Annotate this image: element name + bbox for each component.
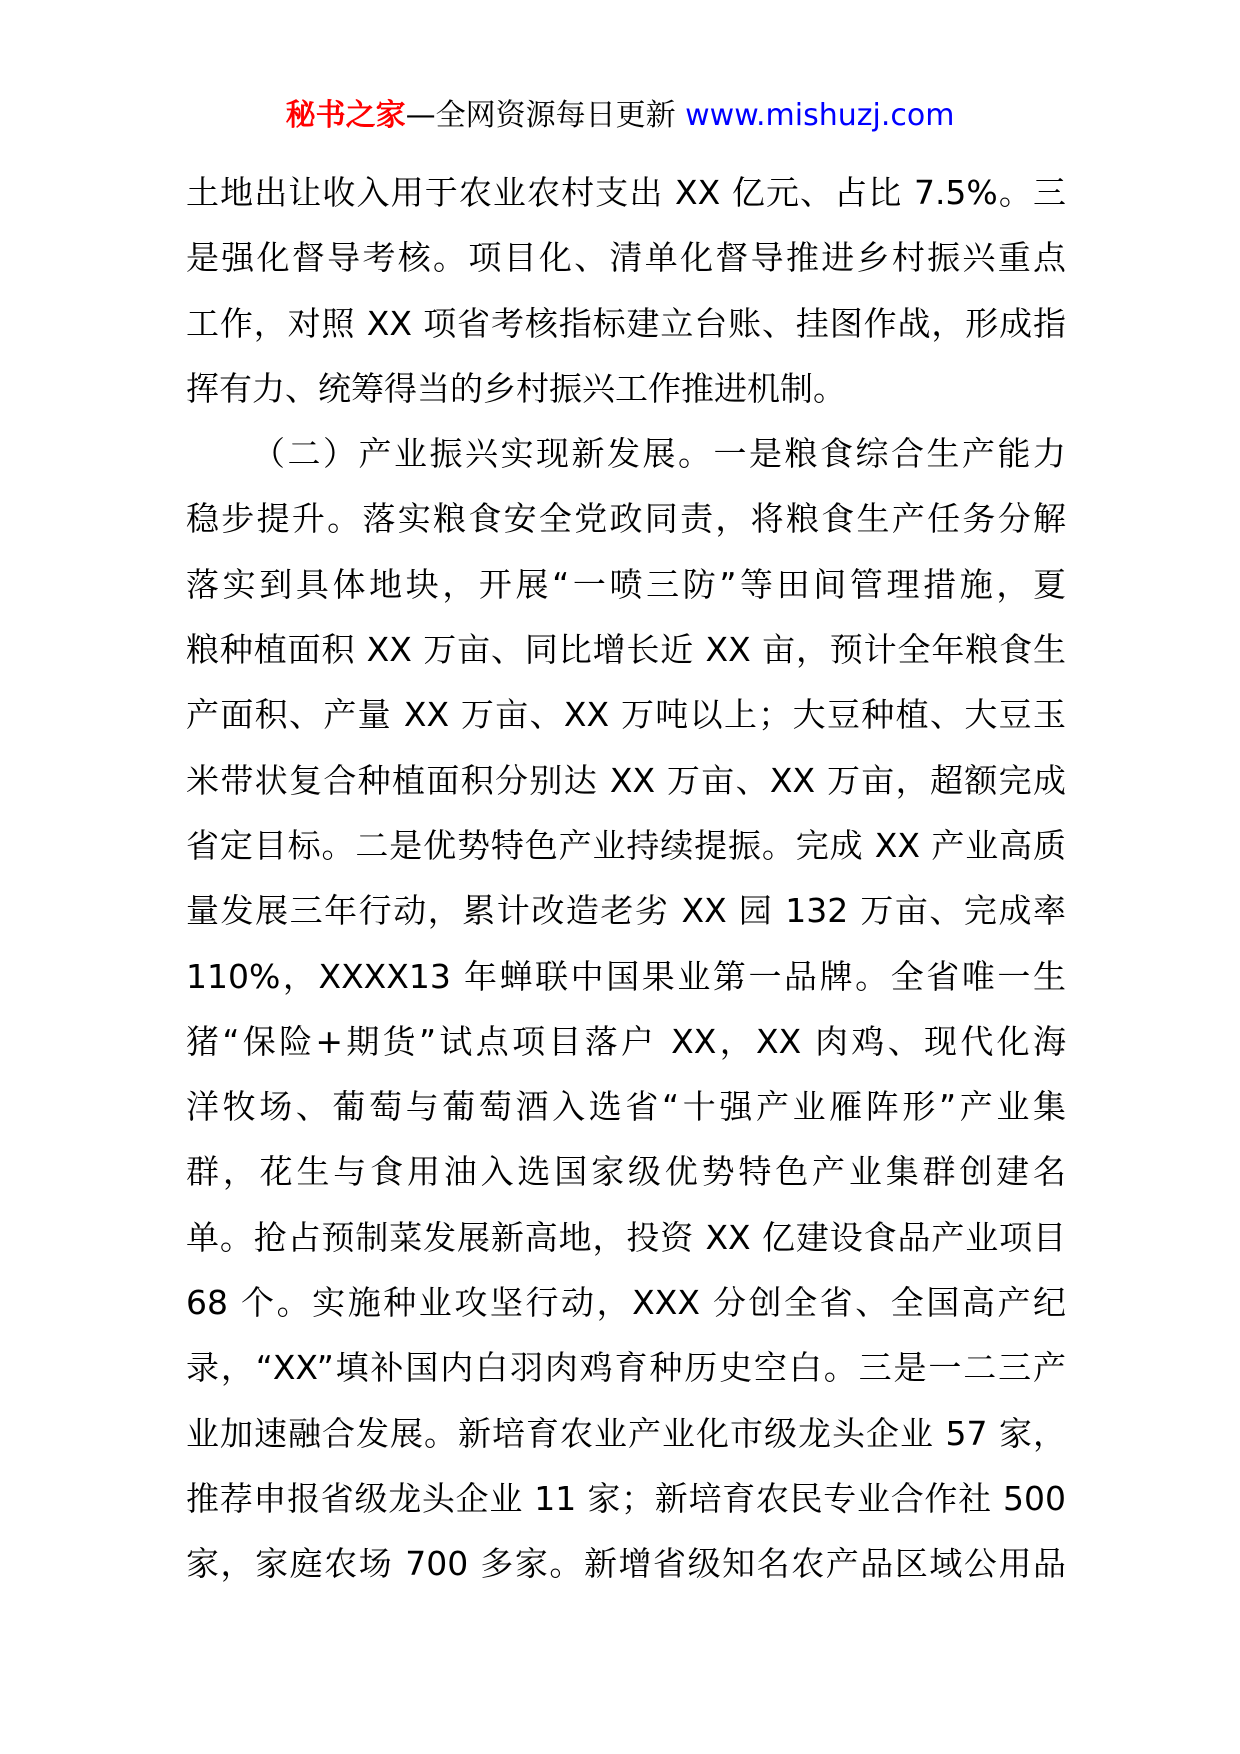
site-url-link[interactable]: www.mishuzj.com bbox=[685, 98, 955, 133]
section-heading-line: （二）产业振兴实现新发展。一是粮食综合生产能力 bbox=[252, 434, 1066, 474]
header-slogan: —全网资源每日更新 bbox=[405, 98, 676, 133]
text-line: 省定目标。二是优势特色产业持续提振。完成 XX 产业高质 bbox=[186, 825, 1066, 865]
text-line: 落实到具体地块，开展“一喷三防”等田间管理措施，夏 bbox=[186, 564, 1066, 604]
text-line: 业加速融合发展。新培育农业产业化市级龙头企业 57 家， bbox=[186, 1413, 1066, 1453]
site-header bbox=[0, 96, 1240, 136]
text-line: 猪“保险+期货”试点项目落户 XX，XX 肉鸡、现代化海 bbox=[186, 1021, 1067, 1061]
text-line: 是强化督导考核。项目化、清单化督导推进乡村振兴重点 bbox=[186, 238, 1066, 278]
text-line: 录，“XX”填补国内白羽肉鸡育种历史空白。三是一二三产 bbox=[186, 1348, 1066, 1388]
brand-name: 秘书之家 bbox=[285, 98, 406, 133]
text-line: 推荐申报省级龙头企业 11 家；新培育农民专业合作社 500 bbox=[186, 1478, 1066, 1518]
text-line: 工作，对照 XX 项省考核指标建立台账、挂图作战，形成指 bbox=[186, 303, 1066, 343]
text-line: 稳步提升。落实粮食安全党政同责，将粮食生产任务分解 bbox=[186, 499, 1066, 539]
text-line: 粮种植面积 XX 万亩、同比增长近 XX 亩，预计全年粮食生 bbox=[186, 630, 1066, 670]
text-line: 68 个。实施种业攻坚行动，XXX 分创全省、全国高产纪 bbox=[186, 1283, 1066, 1323]
text-line: 量发展三年行动，累计改造老劣 XX 园 132 万亩、完成率 bbox=[186, 891, 1066, 931]
text-line: 挥有力、统筹得当的乡村振兴工作推进机制。 bbox=[186, 368, 846, 408]
text-line: 洋牧场、葡萄与葡萄酒入选省“十强产业雁阵形”产业集 bbox=[186, 1087, 1066, 1127]
text-line: 产面积、产量 XX 万亩、XX 万吨以上；大豆种植、大豆玉 bbox=[186, 695, 1066, 735]
text-line: 土地出让收入用于农业农村支出 XX 亿元、占比 7.5%。三 bbox=[186, 173, 1066, 212]
text-line: 家，家庭农场 700 多家。新增省级知名农产品区域公用品 bbox=[186, 1544, 1066, 1584]
text-line: 110%，XXXX13 年蝉联中国果业第一品牌。全省唯一生 bbox=[186, 956, 1066, 996]
text-line: 米带状复合种植面积分别达 XX 万亩、XX 万亩，超额完成 bbox=[186, 760, 1066, 800]
text-line: 群，花生与食用油入选国家级优势特色产业集群创建名 bbox=[186, 1152, 1066, 1192]
document-body bbox=[186, 160, 1066, 1597]
text-line: 单。抢占预制菜发展新高地，投资 XX 亿建设食品产业项目 bbox=[186, 1217, 1066, 1257]
